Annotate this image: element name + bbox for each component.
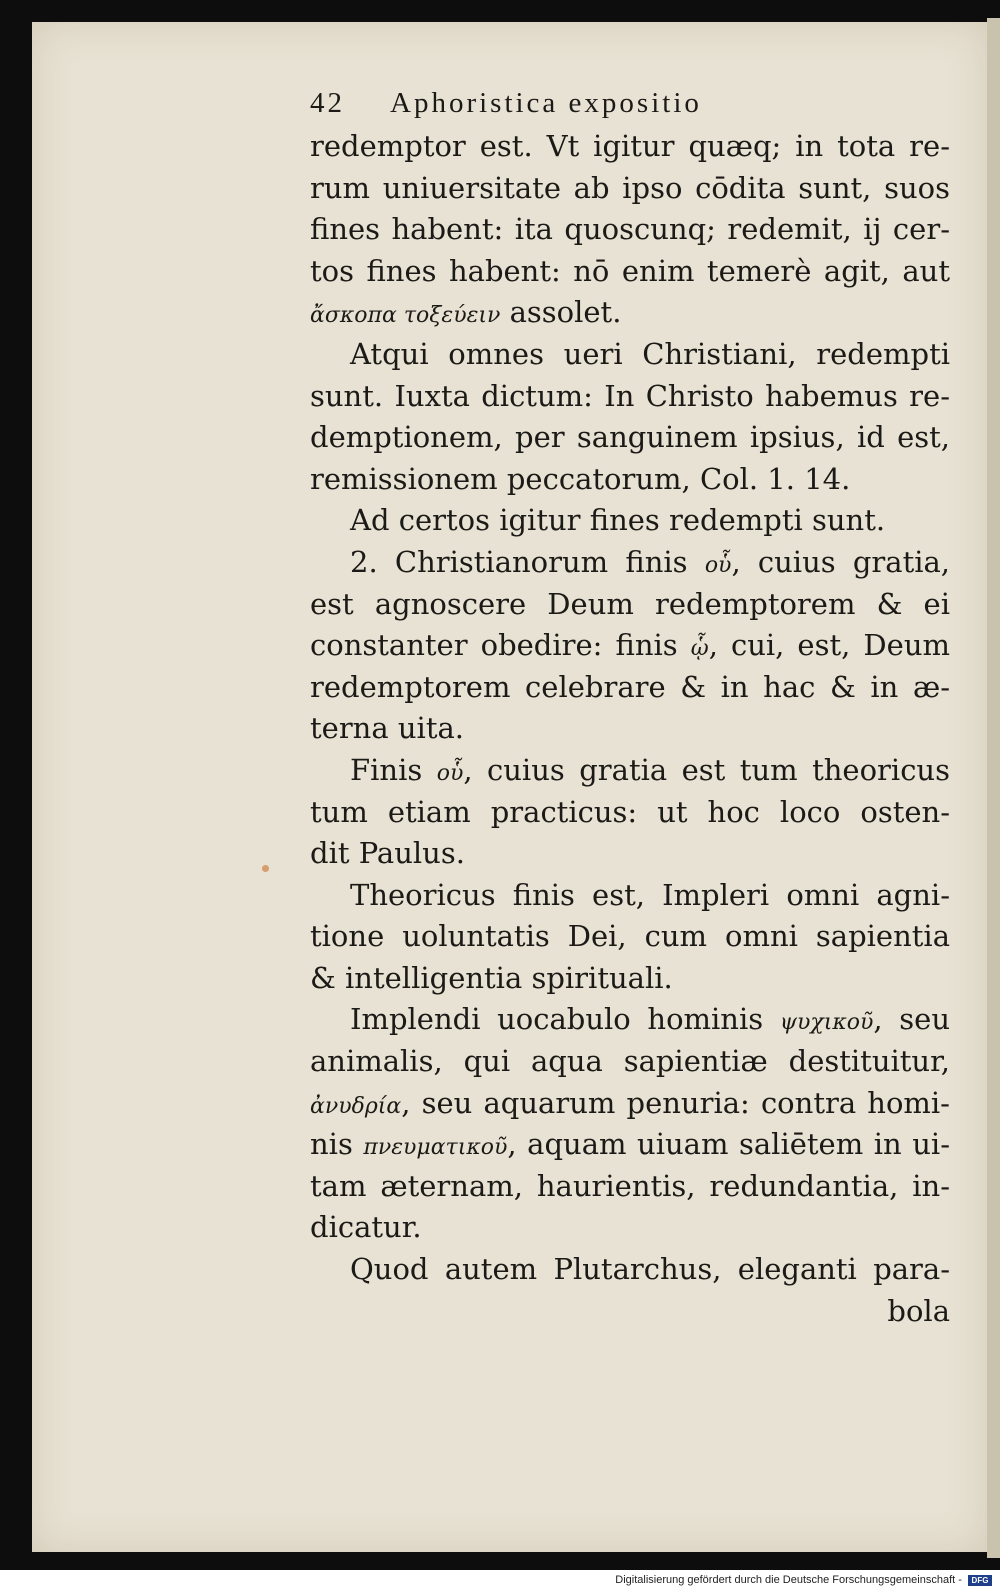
text-line: demptionem, per sanguinem ipsius, id est, — [310, 420, 950, 455]
greek-word: οὗ — [436, 760, 464, 786]
text-line: Atqui omnes ueri Christiani, redempti — [350, 336, 950, 371]
text-fragment: Finis — [350, 752, 423, 787]
text-line: Theoricus finis est, Impleri omni agni- — [350, 877, 950, 912]
text-line — [310, 625, 950, 667]
page-edge — [987, 18, 1000, 1558]
page-number: 42 — [310, 87, 345, 119]
text-line: tam æternam, haurientis, redundantia, in- — [310, 1168, 950, 1203]
greek-word: οὗ — [704, 552, 732, 578]
text-line: tos fines habent: nō enim temerè agit, aut — [310, 253, 950, 288]
text-line — [310, 750, 950, 792]
digitization-credit — [0, 1572, 992, 1589]
text-line: Ad certos igitur fines redempti sunt. — [350, 503, 886, 538]
text-fragment: , aquam uiuam saliētem in ui- — [507, 1127, 950, 1162]
running-title: Aphoristica expositio — [390, 87, 702, 119]
text-line: animalis, qui aqua sapientiæ destituitur, — [310, 1044, 950, 1079]
text-line: & intelligentia spirituali. — [310, 960, 673, 995]
text-fragment: , cuius gratia est tum theoricus — [463, 752, 950, 787]
credit-text: Digitalisierung gefördert durch die Deutsche Forschungsgemeinschaft - — [615, 1574, 962, 1586]
dfg-logo: DFG — [968, 1575, 992, 1586]
text-fragment: , seu aquarum penuria: contra homi- — [401, 1085, 950, 1120]
text-fragment: Implendi uocabulo hominis — [350, 1002, 764, 1037]
greek-word: ψυχικοῦ — [779, 1010, 874, 1036]
text-line: redemptor est. Vt igitur quæq; in tota re- — [310, 129, 950, 163]
text-fragment: , cui, est, Deum — [708, 628, 950, 663]
text-fragment: nis — [310, 1127, 353, 1162]
text-line: Quod autem Plutarchus, eleganti para- — [350, 1252, 950, 1287]
greek-word: ἀνυδρία — [310, 1093, 402, 1119]
catchword: bola — [887, 1293, 950, 1328]
text-line: tione uoluntatis Dei, cum omni sapientia — [310, 919, 950, 954]
text-line: dit Paulus. — [310, 836, 465, 871]
greek-phrase: ἄσκοπα τοξεύειν — [310, 303, 501, 329]
text-fragment: , cuius gratia, — [731, 544, 951, 579]
text-line — [310, 999, 950, 1041]
text-line — [310, 1124, 950, 1166]
text-line: remissionem peccatorum, Col. 1. 14. — [310, 461, 851, 496]
text-fragment: assolet. — [509, 295, 622, 330]
text-line — [310, 292, 950, 334]
page-text — [310, 80, 950, 1332]
text-line: est agnoscere Deum redemptorem & ei — [310, 586, 950, 621]
text-fragment: , seu — [873, 1002, 950, 1037]
text-line: redemptorem celebrare & in hac & in æ- — [310, 669, 950, 704]
text-fragment: constanter obedire: finis — [310, 628, 678, 663]
text-line: sunt. Iuxta dictum: In Christo habemus re- — [310, 378, 950, 413]
text-line: terna uita. — [310, 711, 464, 746]
greek-word: πνευματικοῦ — [363, 1135, 508, 1161]
paper-stain — [262, 865, 269, 872]
text-line: fines habent: ita quoscunq; redemit, ij cer- — [310, 212, 950, 247]
greek-word: ᾧ — [690, 636, 709, 662]
text-fragment: 2. Christianorum finis — [350, 544, 688, 579]
text-line: dicatur. — [310, 1210, 422, 1245]
text-line — [310, 1083, 950, 1125]
running-header — [310, 80, 950, 126]
text-line: rum uniuersitate ab ipso cōdita sunt, suos — [310, 170, 950, 205]
text-line — [310, 542, 950, 584]
text-line: tum etiam practicus: ut hoc loco osten- — [310, 794, 950, 829]
